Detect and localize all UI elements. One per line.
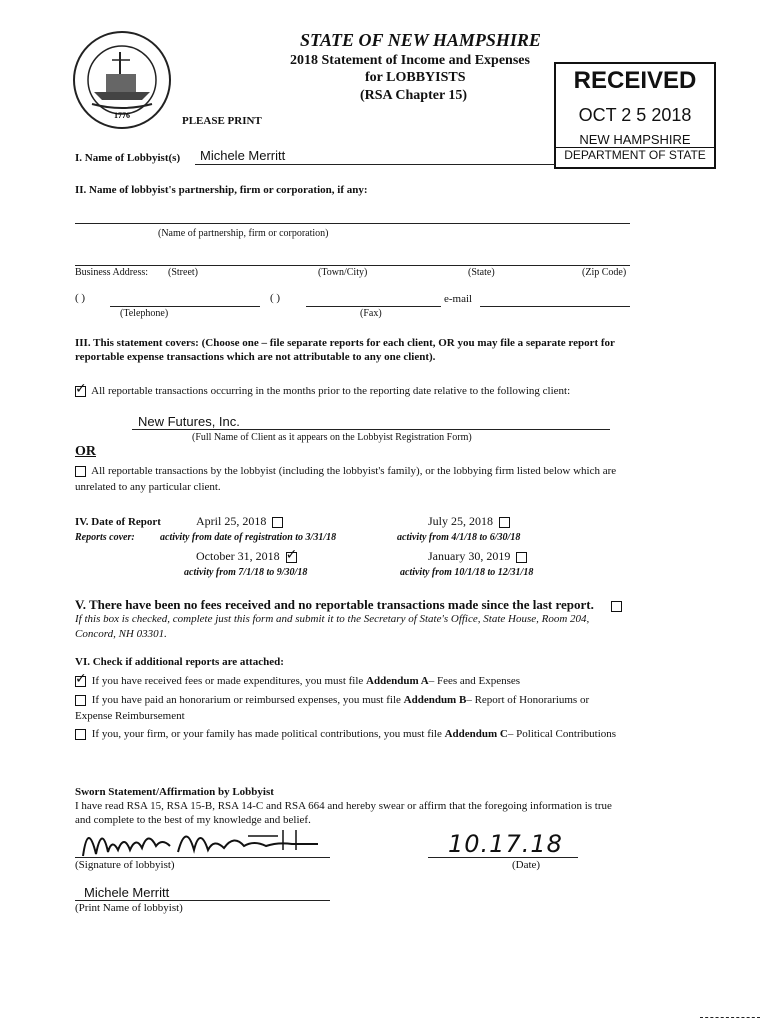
sworn-text-1: I have read RSA 15, RSA 15-B, RSA 14-C and RSA 664 and hereby swear or affirm that the foregoing information is true (75, 800, 612, 812)
option1-row (72, 385, 570, 397)
stamp-dept1: NEW HAMPSHIRE (579, 132, 691, 147)
date-handwritten[interactable]: 10.17.18 (448, 830, 563, 858)
addendum-a-checkbox[interactable] (75, 676, 86, 687)
no-fees-note-1: If this box is checked, complete just this form and submit it to the Secretary of State's Office, State House, Room 204, (75, 613, 590, 625)
option1-text: All reportable transactions occurring in the months prior to the reporting date relative to the following client: (91, 385, 571, 397)
addendum-c-bold: Addendum C (444, 728, 508, 740)
footer-mark (700, 1017, 760, 1018)
additional-reports-label: VI. Check if additional reports are attached: (75, 656, 284, 668)
firm-line (75, 223, 630, 224)
firm-label: II. Name of lobbyist's partnership, firm or corporation, if any: (75, 184, 368, 196)
option2-text-2: unrelated to any particular client. (75, 481, 221, 493)
report-date-january-checkbox[interactable] (516, 552, 527, 563)
received-stamp (554, 62, 716, 169)
state-seal (72, 30, 172, 130)
email-label: e-mail (444, 293, 473, 305)
option2-checkbox[interactable] (75, 466, 86, 477)
addendum-b-checkbox[interactable] (75, 695, 86, 706)
addendum-b-row (72, 694, 589, 706)
report-activity-october: activity from 7/1/18 to 9/30/18 (184, 567, 308, 578)
addendum-a-row (72, 675, 520, 687)
print-name-line (75, 900, 330, 901)
state-caption: (State) (468, 267, 495, 278)
report-date-october-checkbox[interactable] (286, 552, 297, 563)
no-fees-note-2: Concord, NH 03301. (75, 628, 167, 640)
addendum-a-bold: Addendum A (366, 675, 429, 687)
report-activity-january: activity from 10/1/18 to 12/31/18 (400, 567, 534, 578)
lobbyist-name-line (195, 164, 555, 165)
no-fees-row (75, 597, 625, 613)
telephone-paren: ( ) (75, 292, 86, 304)
addendum-b-bold: Addendum B (403, 694, 467, 706)
please-print: PLEASE PRINT (182, 115, 262, 127)
no-fees-checkbox[interactable] (611, 601, 622, 612)
report-date-january-text: January 30, 2019 (428, 549, 511, 563)
report-activity-july: activity from 4/1/18 to 6/30/18 (397, 532, 521, 543)
addendum-b-pre: If you have paid an honorarium or reimbursed expenses, you must file (91, 694, 404, 706)
fax-paren: ( ) (270, 292, 281, 304)
address-line (75, 265, 630, 266)
addendum-a-post: – Fees and Expenses (428, 675, 521, 687)
print-name-caption: (Print Name of lobbyist) (75, 902, 183, 914)
report-date-july-text: July 25, 2018 (428, 514, 494, 528)
stamp-date: OCT 2 5 2018 (578, 105, 692, 125)
no-fees-label: V. There have been no fees received and no reportable transactions made since the last report. (75, 597, 594, 612)
stamp-received: RECEIVED (573, 67, 697, 94)
business-address-label: Business Address: (75, 267, 149, 278)
addendum-c-checkbox[interactable] (75, 729, 86, 740)
fax-line[interactable] (306, 306, 441, 307)
email-line[interactable] (480, 306, 630, 307)
addendum-b-post: – Report of Honorariums or (466, 694, 590, 706)
client-line (132, 429, 610, 430)
form-title-line1: 2018 Statement of Income and Expenses (290, 53, 530, 68)
telephone-line[interactable] (110, 306, 260, 307)
reports-cover-label: Reports cover: (75, 532, 135, 543)
client-name[interactable]: New Futures, Inc. (138, 414, 240, 429)
client-caption: (Full Name of Client as it appears on the Lobbyist Registration Form) (192, 432, 472, 443)
telephone-caption: (Telephone) (120, 308, 169, 319)
seal-year: 1776 (114, 111, 130, 120)
addendum-b-cont: Expense Reimbursement (75, 710, 185, 722)
sworn-title: Sworn Statement/Affirmation by Lobbyist (75, 786, 274, 798)
lobbyist-name-label: I. Name of Lobbyist(s) (75, 152, 181, 164)
zip-caption: (Zip Code) (582, 267, 627, 278)
addendum-c-pre: If you, your firm, or your family has made political contributions, you must file (91, 728, 445, 740)
covers-label-2: reportable expense transactions which are not attributable to any one client). (75, 351, 436, 363)
covers-label-1: III. This statement covers: (Choose one – file separate reports for each client, OR you may file a separate report for (75, 337, 615, 349)
street-caption: (Street) (168, 267, 198, 278)
date-caption: (Date) (512, 859, 541, 871)
addendum-c-row (72, 728, 616, 740)
date-line (428, 857, 578, 858)
report-date-april-checkbox[interactable] (272, 517, 283, 528)
report-date-april (196, 514, 286, 529)
lobbyist-name-value[interactable]: Michele Merritt (200, 148, 286, 163)
addendum-c-post: – Political Contributions (507, 728, 617, 740)
firm-caption: (Name of partnership, firm or corporation) (158, 228, 329, 239)
or-label: OR (75, 444, 96, 459)
report-date-july-checkbox[interactable] (499, 517, 510, 528)
report-date-april-text: April 25, 2018 (196, 514, 267, 528)
addendum-a-pre: If you have received fees or made expenditures, you must file (91, 675, 367, 687)
form-title-line2: for LOBBYISTS (365, 70, 466, 85)
form-title-line3: (RSA Chapter 15) (360, 88, 468, 103)
date-of-report-label: IV. Date of Report (75, 516, 161, 528)
stamp-dept2: DEPARTMENT OF STATE (556, 147, 714, 162)
signature-caption: (Signature of lobbyist) (75, 859, 175, 871)
signature-line (75, 857, 330, 858)
option1-checkbox[interactable] (75, 386, 86, 397)
report-date-october (196, 549, 300, 564)
report-activity-april: activity from date of registration to 3/31/18 (160, 532, 337, 543)
report-date-july (428, 514, 513, 529)
sworn-text-2: and complete to the best of my knowledge and belief. (75, 814, 311, 826)
report-date-october-text: October 31, 2018 (196, 549, 280, 563)
option2-row (72, 465, 616, 477)
option2-text-1: All reportable transactions by the lobbyist (including the lobbyist's family), or the lobbying firm listed below which are (91, 465, 617, 477)
fax-caption: (Fax) (360, 308, 382, 319)
report-date-january (428, 549, 530, 564)
state-title: STATE OF NEW HAMPSHIRE (300, 30, 541, 50)
town-caption: (Town/City) (318, 267, 368, 278)
print-name-value[interactable]: Michele Merritt (84, 885, 170, 900)
